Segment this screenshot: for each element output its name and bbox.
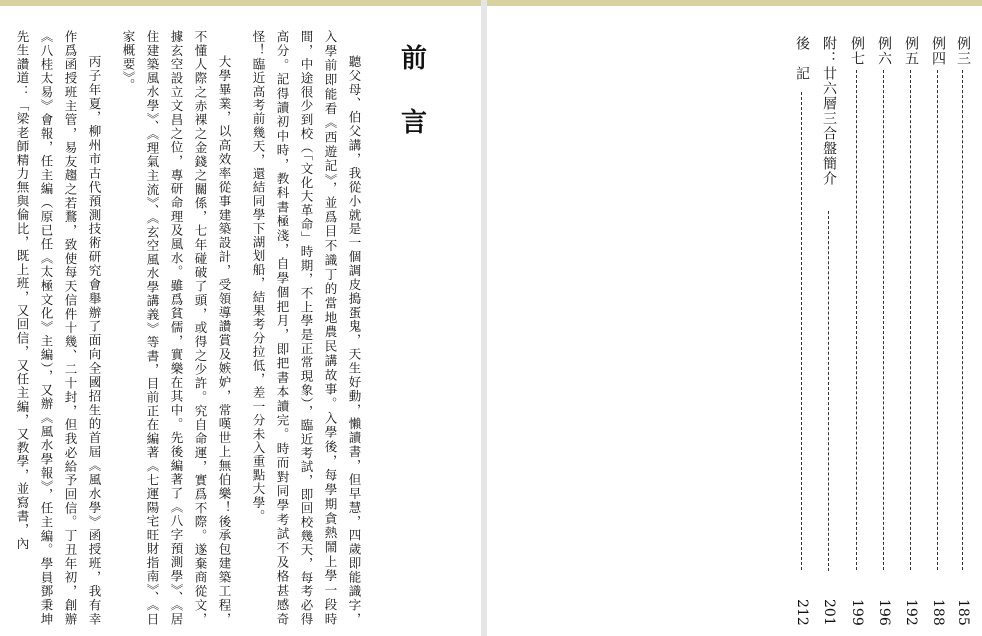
toc-entry[interactable] <box>952 36 974 626</box>
toc-page-number <box>952 599 974 626</box>
toc-dot-leader <box>962 70 963 570</box>
toc-page-number <box>900 599 922 626</box>
toc-page-number <box>791 599 813 626</box>
toc-dot-leader <box>828 211 829 571</box>
toc-entry[interactable] <box>818 36 840 626</box>
toc-page-digits: 199 <box>849 599 865 626</box>
toc-page-digits: 188 <box>930 599 946 626</box>
preface-title-char-1: 前 <box>400 44 427 74</box>
toc-dot-leader <box>937 70 938 570</box>
preface-paragraph-2: 大學畢業，以高效率從事建築設計，受領導讚賞及嫉妒，常嘆世上無伯樂！後承包建築工程，不懂人際之赤裸之金錢之關係，七年碰破了頭，或得之少許。究自命運，實爲不際。遂棄商從文，據玄空設立文昌之位，專研命理及風水。雖爲貧儒，實樂在其中。先後編著了《八字預測學》、《居住建築風水學》、《理氣主流》、《玄空風水學講義》等書，目前正在編著《七運陽宅旺財指南》、《日家概要》。 <box>121 30 232 626</box>
toc-entry[interactable] <box>900 36 922 626</box>
toc-entry-label: 例七 <box>849 36 865 66</box>
toc-entry-label: 例五 <box>903 36 919 66</box>
toc-page-digits: 185 <box>955 599 971 626</box>
toc-page-digits: 192 <box>903 599 919 626</box>
toc-dot-leader <box>856 70 857 570</box>
toc-dot-leader <box>883 70 884 570</box>
toc-entry[interactable] <box>873 36 895 626</box>
toc-page-number <box>846 599 868 626</box>
toc-entry[interactable] <box>846 36 868 626</box>
toc-page-number <box>927 599 949 626</box>
book-spine <box>481 0 487 636</box>
toc-entry[interactable] <box>791 36 813 626</box>
preface-paragraph-3: 丙子年夏，柳州市古代預測技術研究會舉辦了面向全國招生的首屆《風水學》函授班，我有幸作爲函授班主管，易友趨之若鶩，致使每天信件十幾、二十封，但我必給予回信。丁丑年初，創辦《八桂太易》會報，任主編（原已任《太極文化》主編），又辦《風水學報》，任主編。學員鄧秉坤先生讚道：「梁老師精力無與倫比，既上班，又回信，又任主編，又教學，並寫書，內 <box>15 30 102 626</box>
preface-paragraph-1: 聽父母、伯父講，我從小就是一個調皮搗蛋鬼，天生好動，懶讀書，但早慧，四歲即能識字，入學前即能看《西遊記》，並爲目不識丁的當地農民講故事。入學後，每學期貪熱鬧上學一段時間，中途很少到校（「文化大革命」時期，不上學是正常現象），臨近考試，即回校幾天，每考必得高分。記得讀初中時，教科書極淺，自學個把月，即把書本讀完。時而對同學考試不及格甚感奇怪！臨近高考前幾天，還結同學下湖划船，結果考分拉低，差一分未入重點大學。 <box>251 30 362 626</box>
preface-title-char-2: 言 <box>400 108 427 138</box>
toc-page-digits: 196 <box>876 599 892 626</box>
preface-title <box>396 38 432 158</box>
toc-entry-label: 例六 <box>876 36 892 66</box>
toc-entry-label: 後 記 <box>794 36 810 81</box>
toc-dot-leader <box>910 70 911 570</box>
toc-entry-label: 附：廿六層三合盤簡介 <box>821 36 837 186</box>
preface-body <box>15 30 366 626</box>
toc-page-digits: 201 <box>821 599 837 626</box>
toc-entry[interactable] <box>927 36 949 626</box>
toc-page-number <box>818 599 840 626</box>
toc-page-digits: 212 <box>794 599 810 626</box>
scan-top-edge <box>0 0 982 6</box>
toc-dot-leader <box>801 92 802 570</box>
toc-entry-label: 例四 <box>930 36 946 66</box>
toc-entry-label: 例三 <box>955 36 971 66</box>
toc-page-number <box>873 599 895 626</box>
